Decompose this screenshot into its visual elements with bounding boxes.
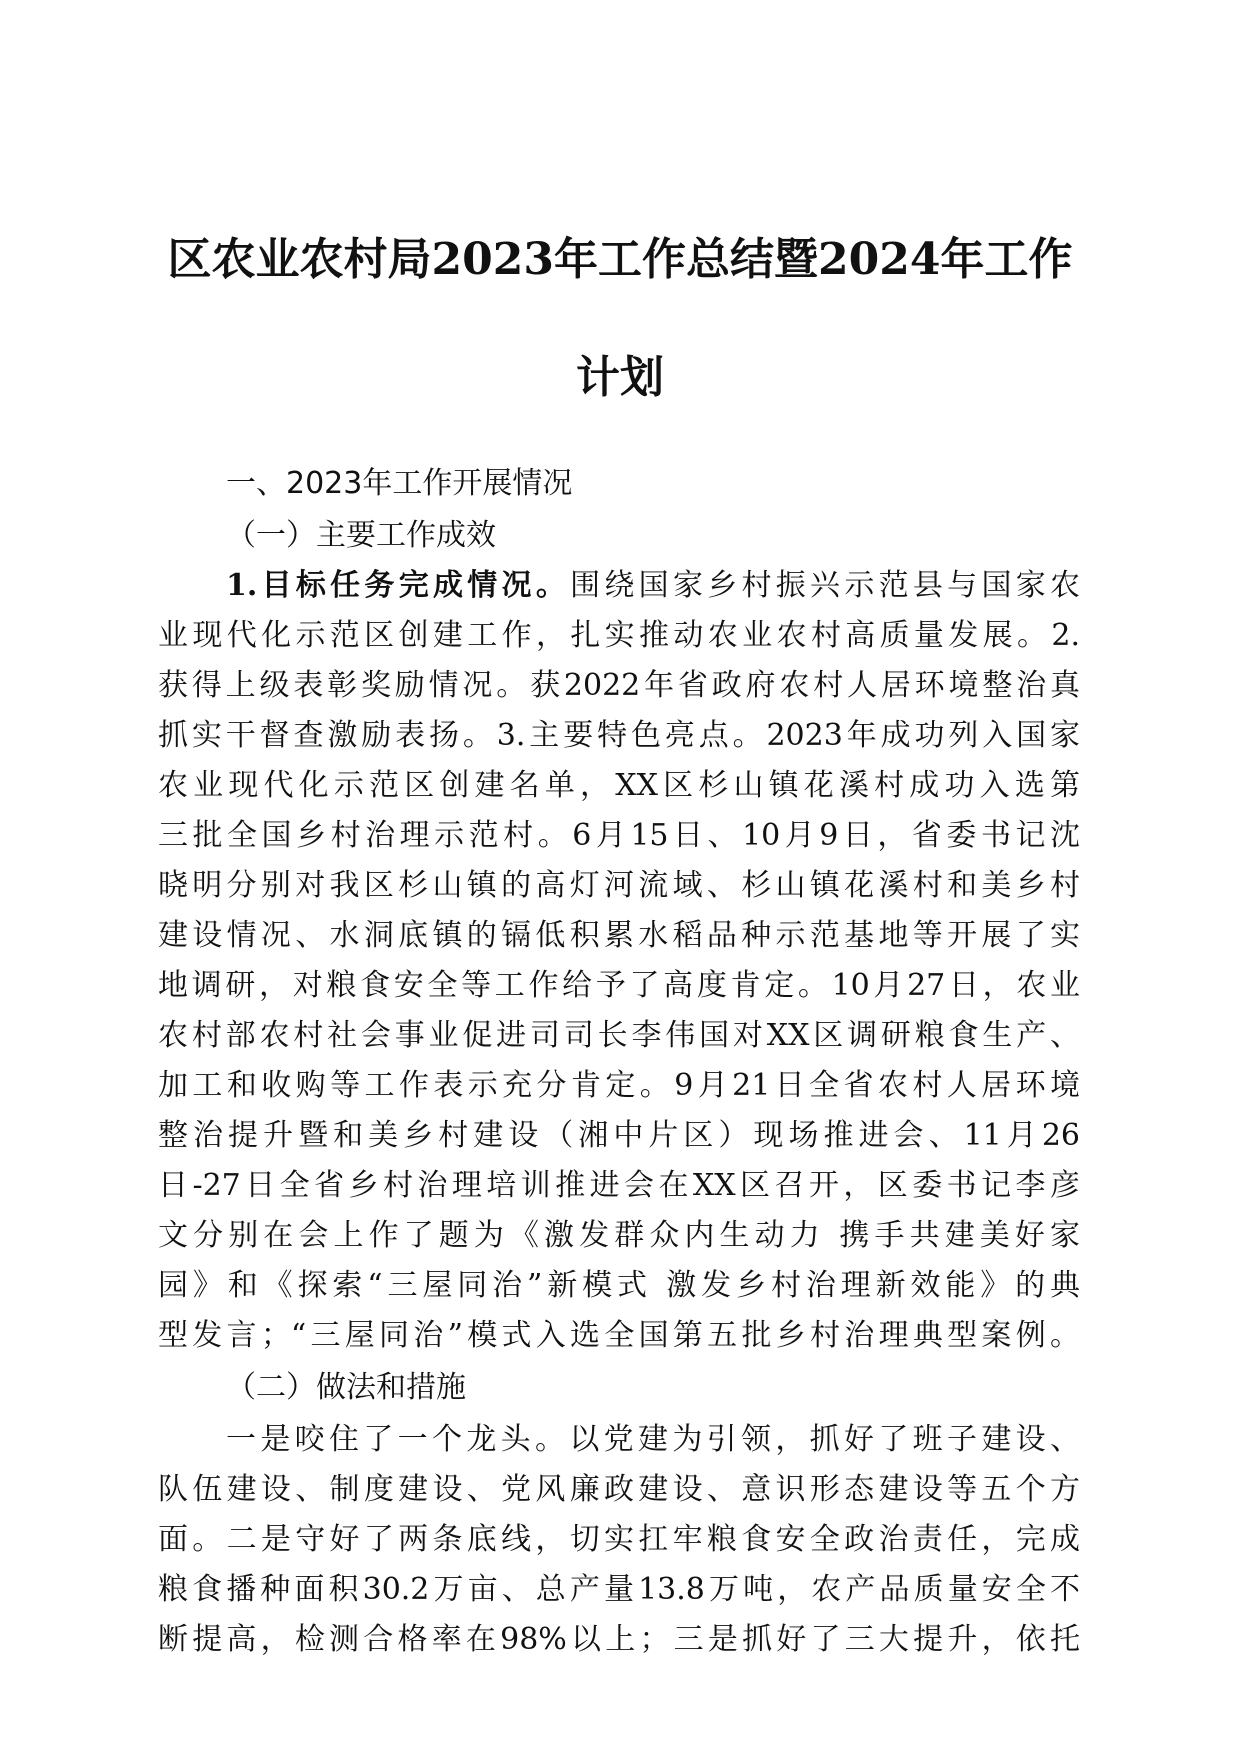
paragraph-line: 断提高，检测合格率在98%以上；三是抓好了三大提升，依托: [158, 1622, 1080, 1657]
paragraph-line: 建设情况、水洞底镇的镉低积累水稻品种示范基地等开展了实: [158, 918, 1080, 953]
paragraph-line: 农村部农村社会事业促进司司长李伟国对XX区调研粮食生产、: [158, 1018, 1080, 1053]
paragraph-line: 文分别在会上作了题为《激发群众内生动力 携手共建美好家: [158, 1218, 1080, 1253]
paragraph-line: 地调研，对粮食安全等工作给予了高度肯定。10月27日，农业: [158, 968, 1080, 1003]
paragraph-lead: 1.目标任务完成情况。: [226, 568, 571, 603]
paragraph-line-text: 围绕国家乡村振兴示范县与国家农: [570, 568, 1081, 603]
paragraph-line: 抓实干督查激励表扬。3.主要特色亮点。2023年成功列入国家: [158, 718, 1080, 753]
paragraph-line: 一是咬住了一个龙头。以党建为引领，抓好了班子建设、: [226, 1422, 1080, 1457]
paragraph-line: 队伍建设、制度建设、党风廉政建设、意识形态建设等五个方: [158, 1472, 1080, 1507]
paragraph-line: 晓明分别对我区杉山镇的高灯河流域、杉山镇花溪村和美乡村: [158, 868, 1080, 903]
subsection-heading: （一）主要工作成效: [226, 518, 496, 553]
paragraph-line: 加工和收购等工作表示充分肯定。9月21日全省农村人居环境: [158, 1068, 1080, 1103]
paragraph-line: 获得上级表彰奖励情况。获2022年省政府农村人居环境整治真: [158, 668, 1080, 703]
paragraph-line: 整治提升暨和美乡村建设（湘中片区）现场推进会、11月26: [158, 1118, 1080, 1153]
paragraph-line: 型发言；“三屋同治”模式入选全国第五批乡村治理典型案例。: [158, 1318, 1080, 1353]
paragraph-line: 面。二是守好了两条底线，切实扛牢粮食安全政治责任，完成: [158, 1522, 1080, 1557]
paragraph-line: 农业现代化示范区创建名单，XX区杉山镇花溪村成功入选第: [158, 768, 1080, 803]
paragraph-line: [226, 566, 1080, 606]
paragraph-line: 三批全国乡村治理示范村。6月15日、10月9日，省委书记沈: [158, 818, 1080, 853]
paragraph-line: 园》和《探索“三屋同治”新模式 激发乡村治理新效能》的典: [158, 1268, 1080, 1303]
paragraph-line: 日-27日全省乡村治理培训推进会在XX区召开，区委书记李彦: [158, 1168, 1080, 1203]
section-heading: 一、2023年工作开展情况: [226, 466, 573, 501]
subsection-heading: （二）做法和措施: [226, 1370, 466, 1405]
paragraph-line: 业现代化示范区创建工作，扎实推动农业农村高质量发展。2.: [158, 618, 1080, 653]
document-title-line-1: 区农业农村局2023年工作总结暨2024年工作: [167, 234, 1073, 285]
paragraph-line: 粮食播种面积30.2万亩、总产量13.8万吨，农产品质量安全不: [158, 1572, 1080, 1607]
document-title-line-2: 计划: [576, 352, 664, 403]
